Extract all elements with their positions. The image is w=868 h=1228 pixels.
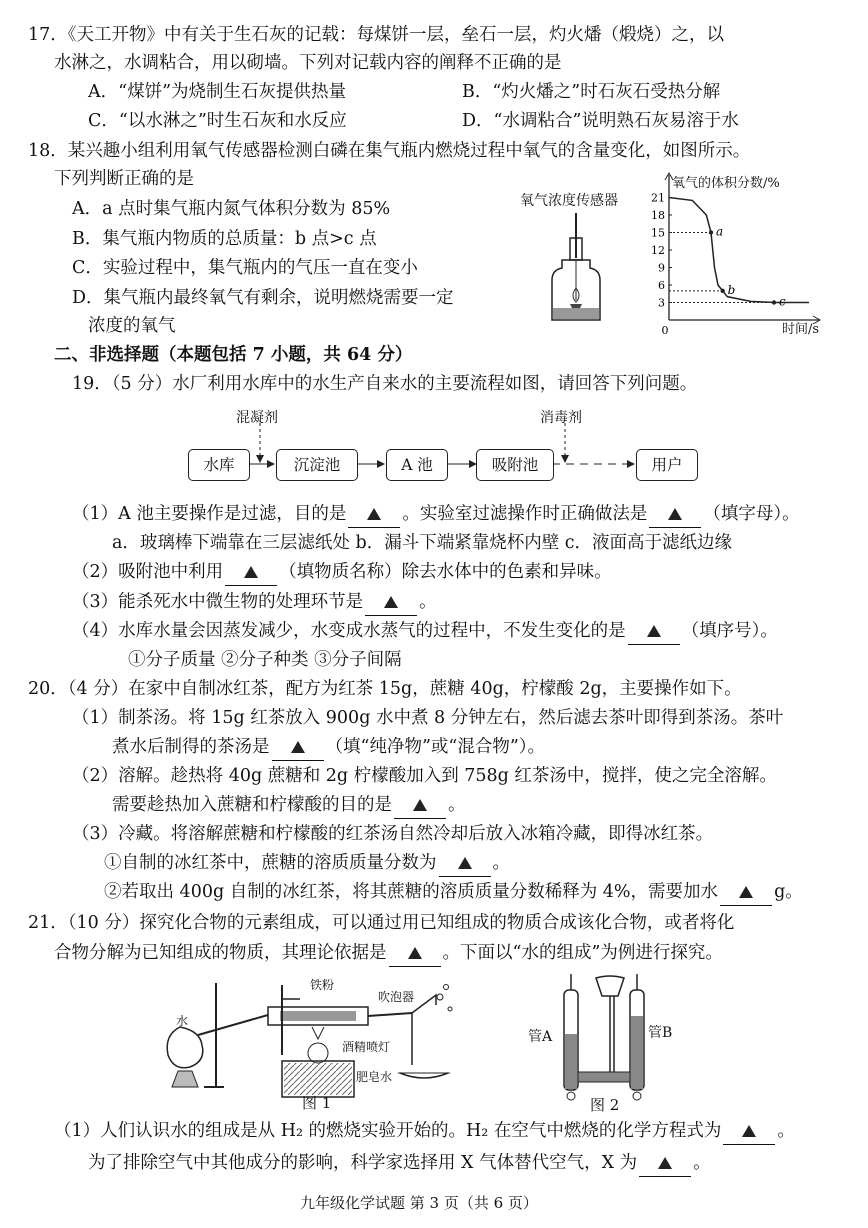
triangle-icon: [408, 947, 422, 959]
chart-y-tick-label: 9: [658, 261, 665, 275]
q21-part1-line1: （1）人们认识水的组成是从 H₂ 的燃烧实验开始的。H₂ 在空气中燃烧的化学方程式为 。: [54, 1118, 795, 1145]
q18-option-b: B．集气瓶内物质的总质量：b 点>c 点: [72, 229, 377, 249]
answer-blank[interactable]: [649, 501, 701, 528]
figure-2-electrolysis: [548, 972, 678, 1112]
q19-part2: （2）吸附池中利用 （填物质名称）除去水体中的色素和异味。: [72, 559, 612, 586]
triangle-icon: [244, 566, 258, 578]
q18-option-c: C．实验过程中，集气瓶内的气压一直在变小: [72, 258, 418, 278]
chart-y-tick-label: 3: [658, 296, 665, 310]
fig1-lamp-label: 酒精喷灯: [342, 1040, 391, 1054]
q19-part4: （4）水库水量会因蒸发减少，水变成水蒸气的过程中，不发生变化的是 （填序号）。: [72, 618, 778, 645]
answer-blank[interactable]: [272, 734, 324, 761]
answer-blank[interactable]: [394, 792, 446, 819]
sensor-bottle-figure: [540, 208, 610, 328]
triangle-icon: [384, 596, 398, 608]
q21-stem-line2: 合物分解为已知组成的物质，其理论依据是 。下面以“水的组成”为例进行探究。: [54, 940, 723, 967]
triangle-icon: [413, 799, 427, 811]
flow-box-pool-a: A 池: [386, 449, 448, 481]
chart-y-tick-label: 18: [651, 209, 665, 222]
fig2-tube-b-label: 管B: [648, 1025, 673, 1041]
chart-y-axis-label: 氧气的体积分数/%: [672, 176, 780, 191]
section-2-title: 二、非选择题（本题包括 7 小题，共 64 分）: [54, 345, 413, 365]
chart-y-tick-label: 21: [651, 191, 665, 205]
q18-option-a: A．a 点时集气瓶内氮气体积分数为 85%: [72, 199, 391, 219]
fig2-tube-a-label: 管A: [528, 1029, 553, 1045]
chart-point-b: [720, 289, 724, 293]
answer-blank[interactable]: [389, 940, 441, 967]
answer-blank[interactable]: [439, 850, 491, 877]
q19-part3: （3）能杀死水中微生物的处理环节是 。: [72, 589, 437, 616]
triangle-icon: [668, 508, 682, 520]
q20-stem: 20．（4 分）在家中自制冰红茶，配方为红茶 15g，蔗糖 40g，柠檬酸 2g，主要操作如下。: [28, 679, 742, 699]
disinfectant-label: 消毒剂: [540, 410, 582, 426]
q20-part2-line1: （2）溶解。趁热将 40g 蔗糖和 2g 柠檬酸加入到 758g 红茶汤中，搅拌，使之完全溶解。: [72, 766, 777, 786]
triangle-icon: [647, 625, 661, 637]
q19-stem: 19．（5 分）水厂利用水库中的水生产自来水的主要流程如图，请回答下列问题。: [72, 374, 698, 394]
fig1-soap-label: 肥皂水: [356, 1070, 393, 1084]
figure-1-apparatus: [150, 975, 470, 1100]
q18-stem-line2: 下列判断正确的是: [54, 169, 194, 189]
q19-part1-options: a．玻璃棒下端靠在三层滤纸处 b．漏斗下端紧靠烧杯内壁 c．液面高于滤纸边缘: [112, 533, 733, 553]
q17-option-d: D．“水调粘合”说明熟石灰易溶于水: [462, 111, 739, 131]
sensor-label: 氧气浓度传感器: [520, 193, 618, 209]
triangle-icon: [742, 1125, 756, 1137]
fig1-water-label: 水: [176, 1014, 189, 1028]
answer-blank[interactable]: [720, 879, 772, 906]
q17-option-b: B．“灼火燔之”时石灰石受热分解: [462, 82, 721, 102]
triangle-icon: [367, 508, 381, 520]
flow-box-user: 用户: [636, 449, 698, 481]
chart-point-a: [709, 230, 713, 234]
answer-blank[interactable]: [639, 1150, 691, 1177]
chart-series-line: [669, 198, 809, 303]
flow-box-sedimentation: 沉淀池: [276, 449, 358, 481]
flow-box-adsorption: 吸附池: [476, 449, 554, 481]
answer-blank[interactable]: [225, 559, 277, 586]
fig1-bubbler-label: 吹泡器: [378, 990, 415, 1004]
fig1-iron-label: 铁粉: [310, 978, 335, 992]
q18-option-d-line2: 浓度的氧气: [88, 316, 176, 336]
coagulant-label: 混凝剂: [236, 410, 278, 426]
q17-stem-line2: 水淋之，水调粘合，用以砌墙。下列对记载内容的阐释不正确的是: [54, 53, 562, 73]
page-footer: 九年级化学试题 第 3 页（共 6 页）: [300, 1194, 538, 1212]
q21-stem-line1: 21．（10 分）探究化合物的元素组成，可以通过用已知组成的物质合成该化合物，或者将化: [28, 913, 735, 933]
chart-y-tick-label: 6: [658, 279, 665, 292]
triangle-icon: [739, 886, 753, 898]
triangle-icon: [291, 741, 305, 753]
oxygen-chart: [645, 170, 825, 340]
q18-stem-line1: 18．某兴趣小组利用氧气传感器检测白磷在集气瓶内燃烧过程中氧气的含量变化，如图所示。: [28, 141, 751, 161]
triangle-icon: [458, 857, 472, 869]
q19-part1: （1）A 池主要操作是过滤，目的是 。实验室过滤操作时正确做法是 （填字母）。: [72, 501, 800, 528]
q19-part4-options: ①分子质量 ②分子种类 ③分子间隔: [128, 650, 402, 670]
q18-option-d-line1: D．集气瓶内最终氧气有剩余，说明燃烧需要一定: [72, 288, 454, 308]
fig2-caption: 图 2: [590, 1096, 620, 1114]
chart-point-label: b: [727, 282, 736, 297]
q17-option-a: A．“煤饼”为烧制生石灰提供热量: [88, 82, 347, 102]
flow-box-reservoir: 水库: [188, 449, 250, 481]
chart-y-tick-label: 15: [651, 226, 665, 240]
q17-option-c: C．“以水淋之”时生石灰和水反应: [88, 111, 347, 131]
q20-part3-sub2: ②若取出 400g 自制的冰红茶，将其蔗糖的溶质质量分数稀释为 4%，需要加水 g。: [104, 879, 803, 906]
chart-point-c: [772, 300, 776, 304]
q20-part2-line2: 需要趁热加入蔗糖和柠檬酸的目的是 。: [112, 792, 466, 819]
chart-x-axis-label: 时间/s: [782, 322, 820, 337]
q21-part1-line2: 为了排除空气中其他成分的影响，科学家选择用 X 气体替代空气，X 为 。: [88, 1150, 711, 1177]
answer-blank[interactable]: [628, 618, 680, 645]
triangle-icon: [658, 1157, 672, 1169]
q20-part1-line1: （1）制茶汤。将 15g 红茶放入 900g 水中煮 8 分钟左右，然后滤去茶叶即得到茶汤。茶叶: [72, 708, 784, 728]
fig1-caption: 图 1: [302, 1094, 332, 1112]
answer-blank[interactable]: [348, 501, 400, 528]
q17-stem-line1: 17．《天工开物》中有关于生石灰的记载：每煤饼一层，垒石一层，灼火燔（煅烧）之，以: [28, 25, 725, 45]
chart-point-label: c: [779, 294, 786, 309]
chart-origin-label: 0: [661, 324, 669, 337]
chart-point-label: a: [716, 224, 724, 239]
chart-y-tick-label: 12: [651, 244, 665, 257]
q20-part3-sub1: ①自制的冰红茶中，蔗糖的溶质质量分数为 。: [104, 850, 510, 877]
q20-part3-line1: （3）冷藏。将溶解蔗糖和柠檬酸的红茶汤自然冷却后放入冰箱冷藏，即得冰红茶。: [72, 824, 714, 844]
answer-blank[interactable]: [723, 1118, 775, 1145]
answer-blank[interactable]: [365, 589, 417, 616]
q20-part1-line2: 煮水后制得的茶汤是 （填“纯净物”或“混合物”）。: [112, 734, 545, 761]
